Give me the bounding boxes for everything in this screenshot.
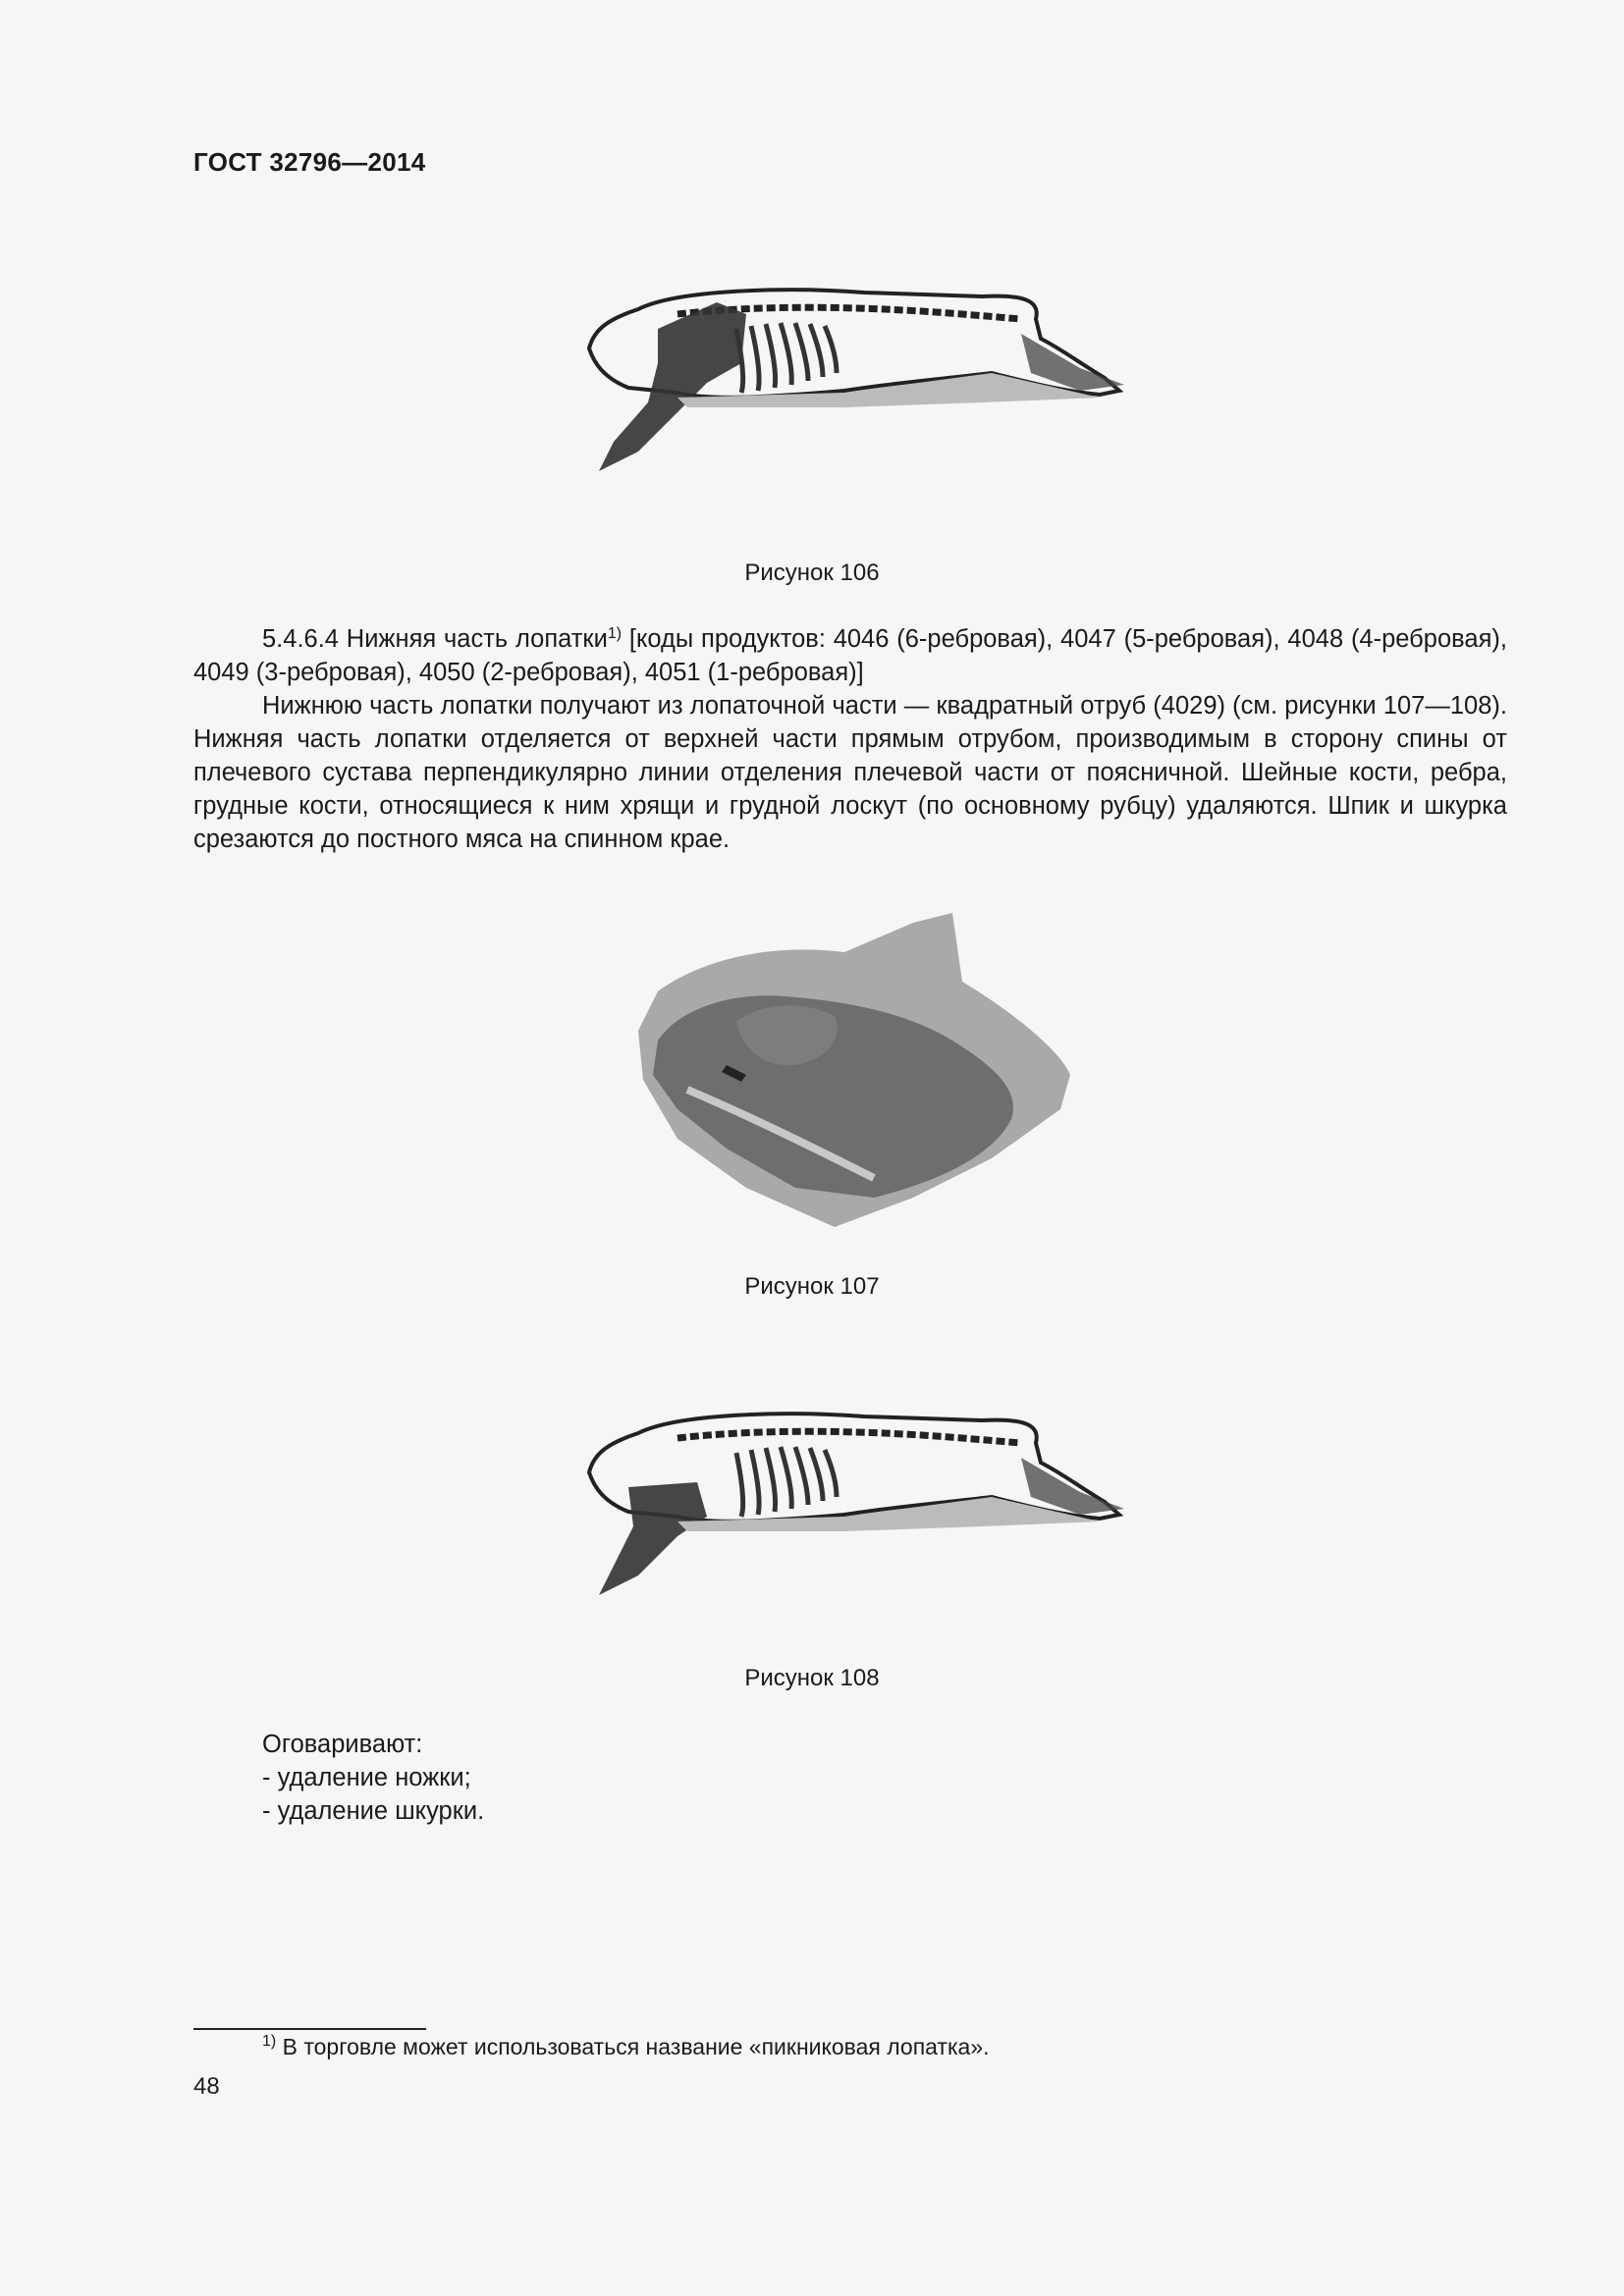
options-intro: Оговаривают: (262, 1731, 423, 1758)
footnote-ref: 1) (607, 625, 623, 642)
section-heading-paragraph (193, 622, 1507, 689)
list-item: - удаление шкурки. (262, 1797, 485, 1825)
options-list (262, 1728, 484, 1828)
ribcage-icon (736, 1447, 837, 1517)
figure-107-caption: Рисунок 107 (744, 1273, 880, 1300)
document-header: ГОСТ 32796—2014 (193, 147, 426, 177)
list-item: - удаление ножки; (262, 1764, 471, 1791)
section-heading: 5.4.6.4 Нижняя часть лопатки (262, 625, 608, 653)
section-5-4-6-4 (193, 622, 1507, 856)
footnote (262, 2034, 990, 2060)
shoulder-highlight (599, 302, 746, 471)
figure-106-carcass-diagram (569, 275, 1139, 481)
section-body: Нижнюю часть лопатки получают из лопаточной части — квадратный отруб (4029) (см. рисунки 107—108). Нижняя часть лопатки отделяется от верхней части прямым отрубом, производимым в сторону спины от плечевого сустава перпендикулярно линии отделения плечевой части от поясничной. Шейные кости, ребра, грудные кости, относящиеся к ним хрящи и грудной лоскут (по основному рубцу) удаляются. Шпик и шкурка срезаются до постного мяса на спинном крае. (193, 692, 1507, 853)
lower-shoulder-highlight (599, 1482, 707, 1595)
footnote-marker: 1) (262, 2033, 277, 2050)
product-codes: [коды продуктов: 4046 (6-ребровая), 4047 (5-ребровая), 4048 (4-ребровая), 4049 (3-ребровая), 4050 (2-ребровая), 4051 (1-ребровая)] (193, 625, 1507, 686)
spine-icon (677, 1431, 1021, 1443)
footnote-text: В торговле может использоваться название «пикниковая лопатка». (276, 2034, 990, 2059)
figure-108-carcass-diagram (569, 1399, 1139, 1605)
figure-107-meat-cut-photo (619, 903, 1080, 1237)
ribcage-icon (736, 323, 837, 393)
figure-108-caption: Рисунок 108 (744, 1665, 880, 1691)
figure-106-caption: Рисунок 106 (744, 560, 880, 586)
footnote-divider (193, 2028, 426, 2030)
page-number: 48 (193, 2073, 220, 2100)
